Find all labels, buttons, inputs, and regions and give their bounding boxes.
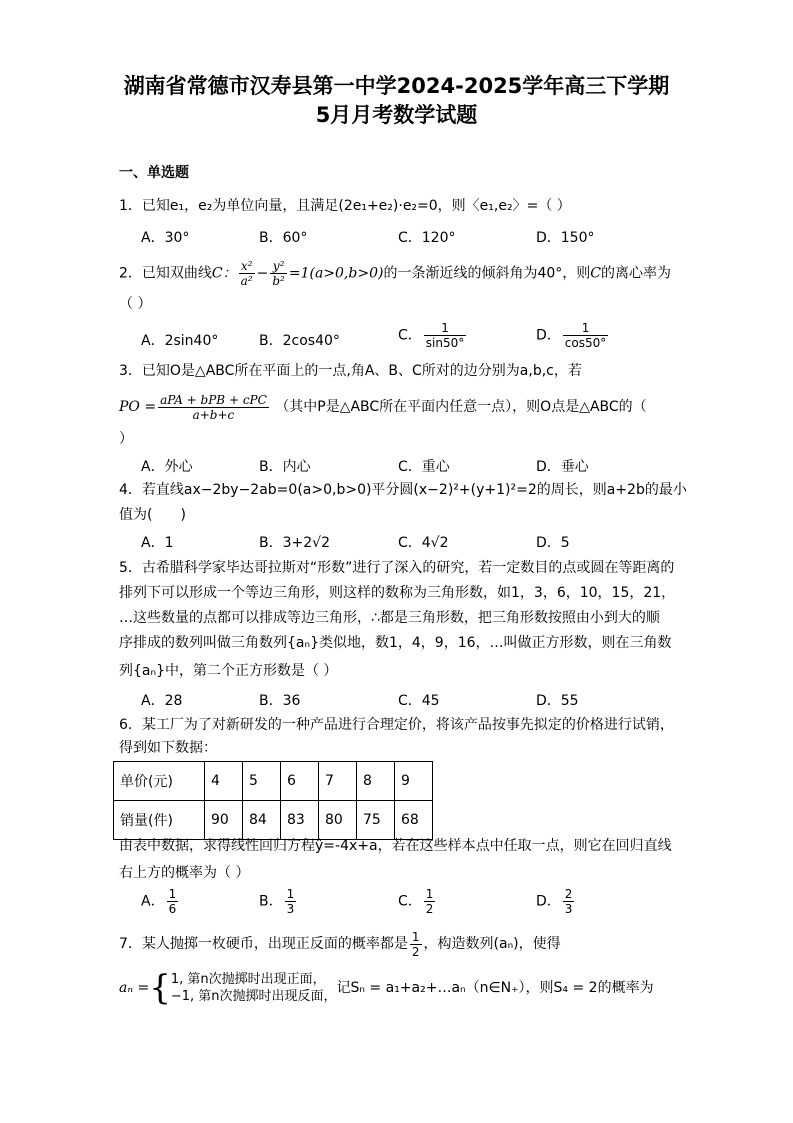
- q6-option-c-den: 2: [425, 902, 434, 916]
- table-cell: 8: [357, 762, 395, 801]
- q6-option-a: [141, 887, 180, 916]
- question-5-line5: 列{aₙ}中，第二个正方形数是（ ）: [119, 663, 338, 679]
- q2-frac-x: [239, 259, 255, 288]
- q3-lhs: PO =: [119, 399, 157, 415]
- q6-option-b-num: 1: [286, 887, 295, 901]
- q6-option-d: [536, 887, 576, 916]
- q2-text-c: 的离心率为: [601, 265, 671, 282]
- question-4-line2: 值为( ): [119, 507, 186, 523]
- question-6-line4: 右上方的概率为（ ）: [119, 865, 250, 881]
- q5-option-c: C．45: [398, 693, 440, 709]
- question-6-line3: 由表中数据，求得线性回归方程ŷ=-4x+a，若在这些样本点中任取一点，则它在回归直线: [119, 838, 672, 854]
- q2-option-c: [398, 321, 468, 350]
- q6-option-c: [398, 887, 437, 916]
- q2-option-c-num: 1: [424, 321, 466, 336]
- q6-option-d-den: 3: [564, 902, 573, 916]
- question-1-text: 1．已知e₁，e₂为单位向量，且满足(2e₁+e₂)·e₂=0，则〈e₁,e₂〉=（ ）: [119, 198, 571, 214]
- q1-option-a: A．30°: [141, 230, 190, 246]
- q1-option-c: C．120°: [398, 230, 456, 246]
- q6-option-b-frac: [285, 887, 297, 916]
- question-7-line2: [119, 970, 654, 1006]
- q3-option-b: B．内心: [259, 459, 311, 475]
- q3-option-d: D．垂心: [536, 459, 589, 475]
- q7-half-frac: [410, 930, 422, 959]
- table-cell: 单价(元): [114, 762, 205, 801]
- q2-option-b: B．2cos40°: [259, 333, 340, 349]
- q5-option-a: A．28: [141, 693, 183, 709]
- q7-cases: [171, 971, 337, 1005]
- question-5-line1: 5．古希腊科学家毕达哥拉斯对“形数”进行了深入的研究，若一定数目的点或圆在等距离的: [119, 560, 675, 576]
- q3-option-c: C．重心: [398, 459, 450, 475]
- q6-option-d-label: D．: [536, 893, 561, 910]
- question-3-line3: ）: [119, 431, 133, 447]
- question-5-line4: 序排成的数列叫做三角数列{aₙ}类似地，数1，4，9，16，…叫做正方形数，则在三角数: [119, 635, 672, 651]
- q7-line1a: 7．某人抛掷一枚硬币，出现正反面的概率都是: [119, 936, 408, 952]
- q6-option-c-frac: [424, 887, 436, 916]
- table-cell: 83: [281, 801, 319, 840]
- table-cell: 75: [357, 801, 395, 840]
- table-cell: 6: [281, 762, 319, 801]
- q7-brace: {: [149, 968, 171, 1008]
- question-4-line1: 4．若直线ax−2by−2ab=0(a>0,b>0)平分圆(x−2)²+(y+1)²=2的周长，则a+2b的最小: [119, 482, 687, 498]
- table-cell: 80: [319, 801, 357, 840]
- question-5-line2: 排列下可以形成一个等边三角形，则这样的数称为三角形数，如1，3，6，10，15，21，: [119, 585, 676, 601]
- table-cell: 销量(件): [114, 801, 205, 840]
- section-heading: 一、单选题: [119, 165, 189, 181]
- table-row: [114, 801, 433, 840]
- q6-option-b-den: 3: [286, 902, 295, 916]
- table-cell: 4: [205, 762, 243, 801]
- question-2-text: 2．已知双曲线C： $\frac{\text{x²}}{\text{a²}}$ − $\frac{\text{y²}}{\text{b²}}$ =1(a>0,b>0)的一条渐近线的倾斜角为40°，则C的离心率为: [119, 259, 671, 288]
- table-cell: 90: [205, 801, 243, 840]
- q3-frac: [158, 393, 269, 422]
- q6-option-b: [259, 887, 298, 916]
- q6-option-b-label: B．: [259, 893, 283, 910]
- q6-option-d-frac: [563, 887, 575, 916]
- q4-option-a: A．1: [141, 535, 174, 551]
- q2-option-d-num: 1: [563, 321, 608, 336]
- q6-option-c-label: C．: [398, 893, 422, 910]
- q7-case1: 1, 第n次抛掷时出现正面，: [170, 972, 326, 987]
- q1-option-b: B．60°: [259, 230, 308, 246]
- q2-c: C: [590, 265, 601, 282]
- table-cell: 84: [243, 801, 281, 840]
- q6-option-a-label: A．: [141, 893, 165, 910]
- q7-half-num: 1: [411, 929, 420, 944]
- page-title-line2: 5月月考数学试题: [315, 103, 478, 127]
- q2-option-d: [536, 321, 610, 350]
- q2-option-d-den: cos50°: [564, 336, 607, 350]
- question-7-line1: [119, 929, 561, 959]
- q6-option-a-num: 1: [168, 887, 177, 901]
- q6-option-d-num: 2: [564, 887, 573, 901]
- q2-option-d-label: D．: [536, 327, 561, 344]
- q2-frac-x-num: x²: [239, 259, 255, 274]
- q7-an: aₙ =: [119, 980, 150, 996]
- question-3-line2: [119, 392, 647, 422]
- q2-option-d-frac: [563, 321, 608, 350]
- q2-text-d: （ ）: [119, 296, 152, 312]
- q3-tail: （其中P是△ABC所在平面内任意一点），则O点是△ABC的（: [275, 399, 647, 415]
- q6-option-c-num: 1: [425, 887, 434, 901]
- q3-option-a: A．外心: [141, 459, 193, 475]
- q2-option-c-frac: [424, 321, 466, 350]
- q2-frac-y-den: b²: [272, 274, 285, 288]
- question-6-line1: 6．某工厂为了对新研发的一种产品进行合理定价，将该产品按事先拟定的价格进行试销，: [119, 717, 674, 733]
- question-6-line2: 得到如下数据：: [119, 740, 217, 756]
- q2-frac-x-den: a²: [240, 274, 253, 288]
- question-5-line3: …这些数量的点都可以排成等边三角形，∴都是三角形数，把三角形数按照由小到大的顺: [119, 610, 660, 626]
- q2-option-c-den: sin50°: [425, 336, 465, 350]
- q2-frac-y-num: y²: [270, 259, 287, 274]
- q5-option-b: B．36: [259, 693, 301, 709]
- q2-frac-y: [270, 259, 287, 288]
- q2-formula-pre: C：: [211, 265, 237, 282]
- question-3-line1: 3．已知O是△ABC所在平面上的一点,角A、B、C所对的边分别为a,b,c，若: [119, 363, 582, 379]
- page-title-line1: 湖南省常德市汉寿县第一中学2024-2025学年高三下学期: [123, 74, 670, 98]
- q2-text-a: 2．已知双曲线: [119, 265, 212, 282]
- table-cell: 68: [395, 801, 433, 840]
- q5-option-d: D．55: [536, 693, 579, 709]
- table-cell: 7: [319, 762, 357, 801]
- table-cell: 9: [395, 762, 433, 801]
- q7-case2: −1, 第n次抛掷时出现反面，: [170, 989, 337, 1004]
- q1-option-d: D．150°: [536, 230, 595, 246]
- q4-option-b: B．3+2√2: [259, 535, 330, 551]
- q4-option-d: D．5: [536, 535, 570, 551]
- q7-line2b: 记Sₙ = a₁+a₂+…aₙ（n∈N₊），则S₄ = 2的概率为: [336, 980, 654, 996]
- q7-line1b: ，构造数列(aₙ)，使得: [423, 936, 561, 952]
- q7-half-den: 2: [411, 944, 420, 959]
- q6-option-a-frac: [167, 887, 179, 916]
- q2-option-a: A．2sin40°: [141, 333, 219, 349]
- q6-option-a-den: 6: [168, 902, 177, 916]
- q3-frac-num: aPA + bPB + cPC: [160, 392, 267, 407]
- q2-option-c-label: C．: [398, 327, 422, 344]
- q3-frac-den: a+b+c: [192, 407, 235, 422]
- q4-option-c: C．4√2: [398, 535, 449, 551]
- table-cell: 5: [243, 762, 281, 801]
- q2-formula-post: =1(a>0,b>0): [288, 265, 384, 282]
- price-sales-table: [113, 761, 433, 840]
- q2-text-b: 的一条渐近线的倾斜角为40°，则: [383, 265, 591, 282]
- table-row: [114, 762, 433, 801]
